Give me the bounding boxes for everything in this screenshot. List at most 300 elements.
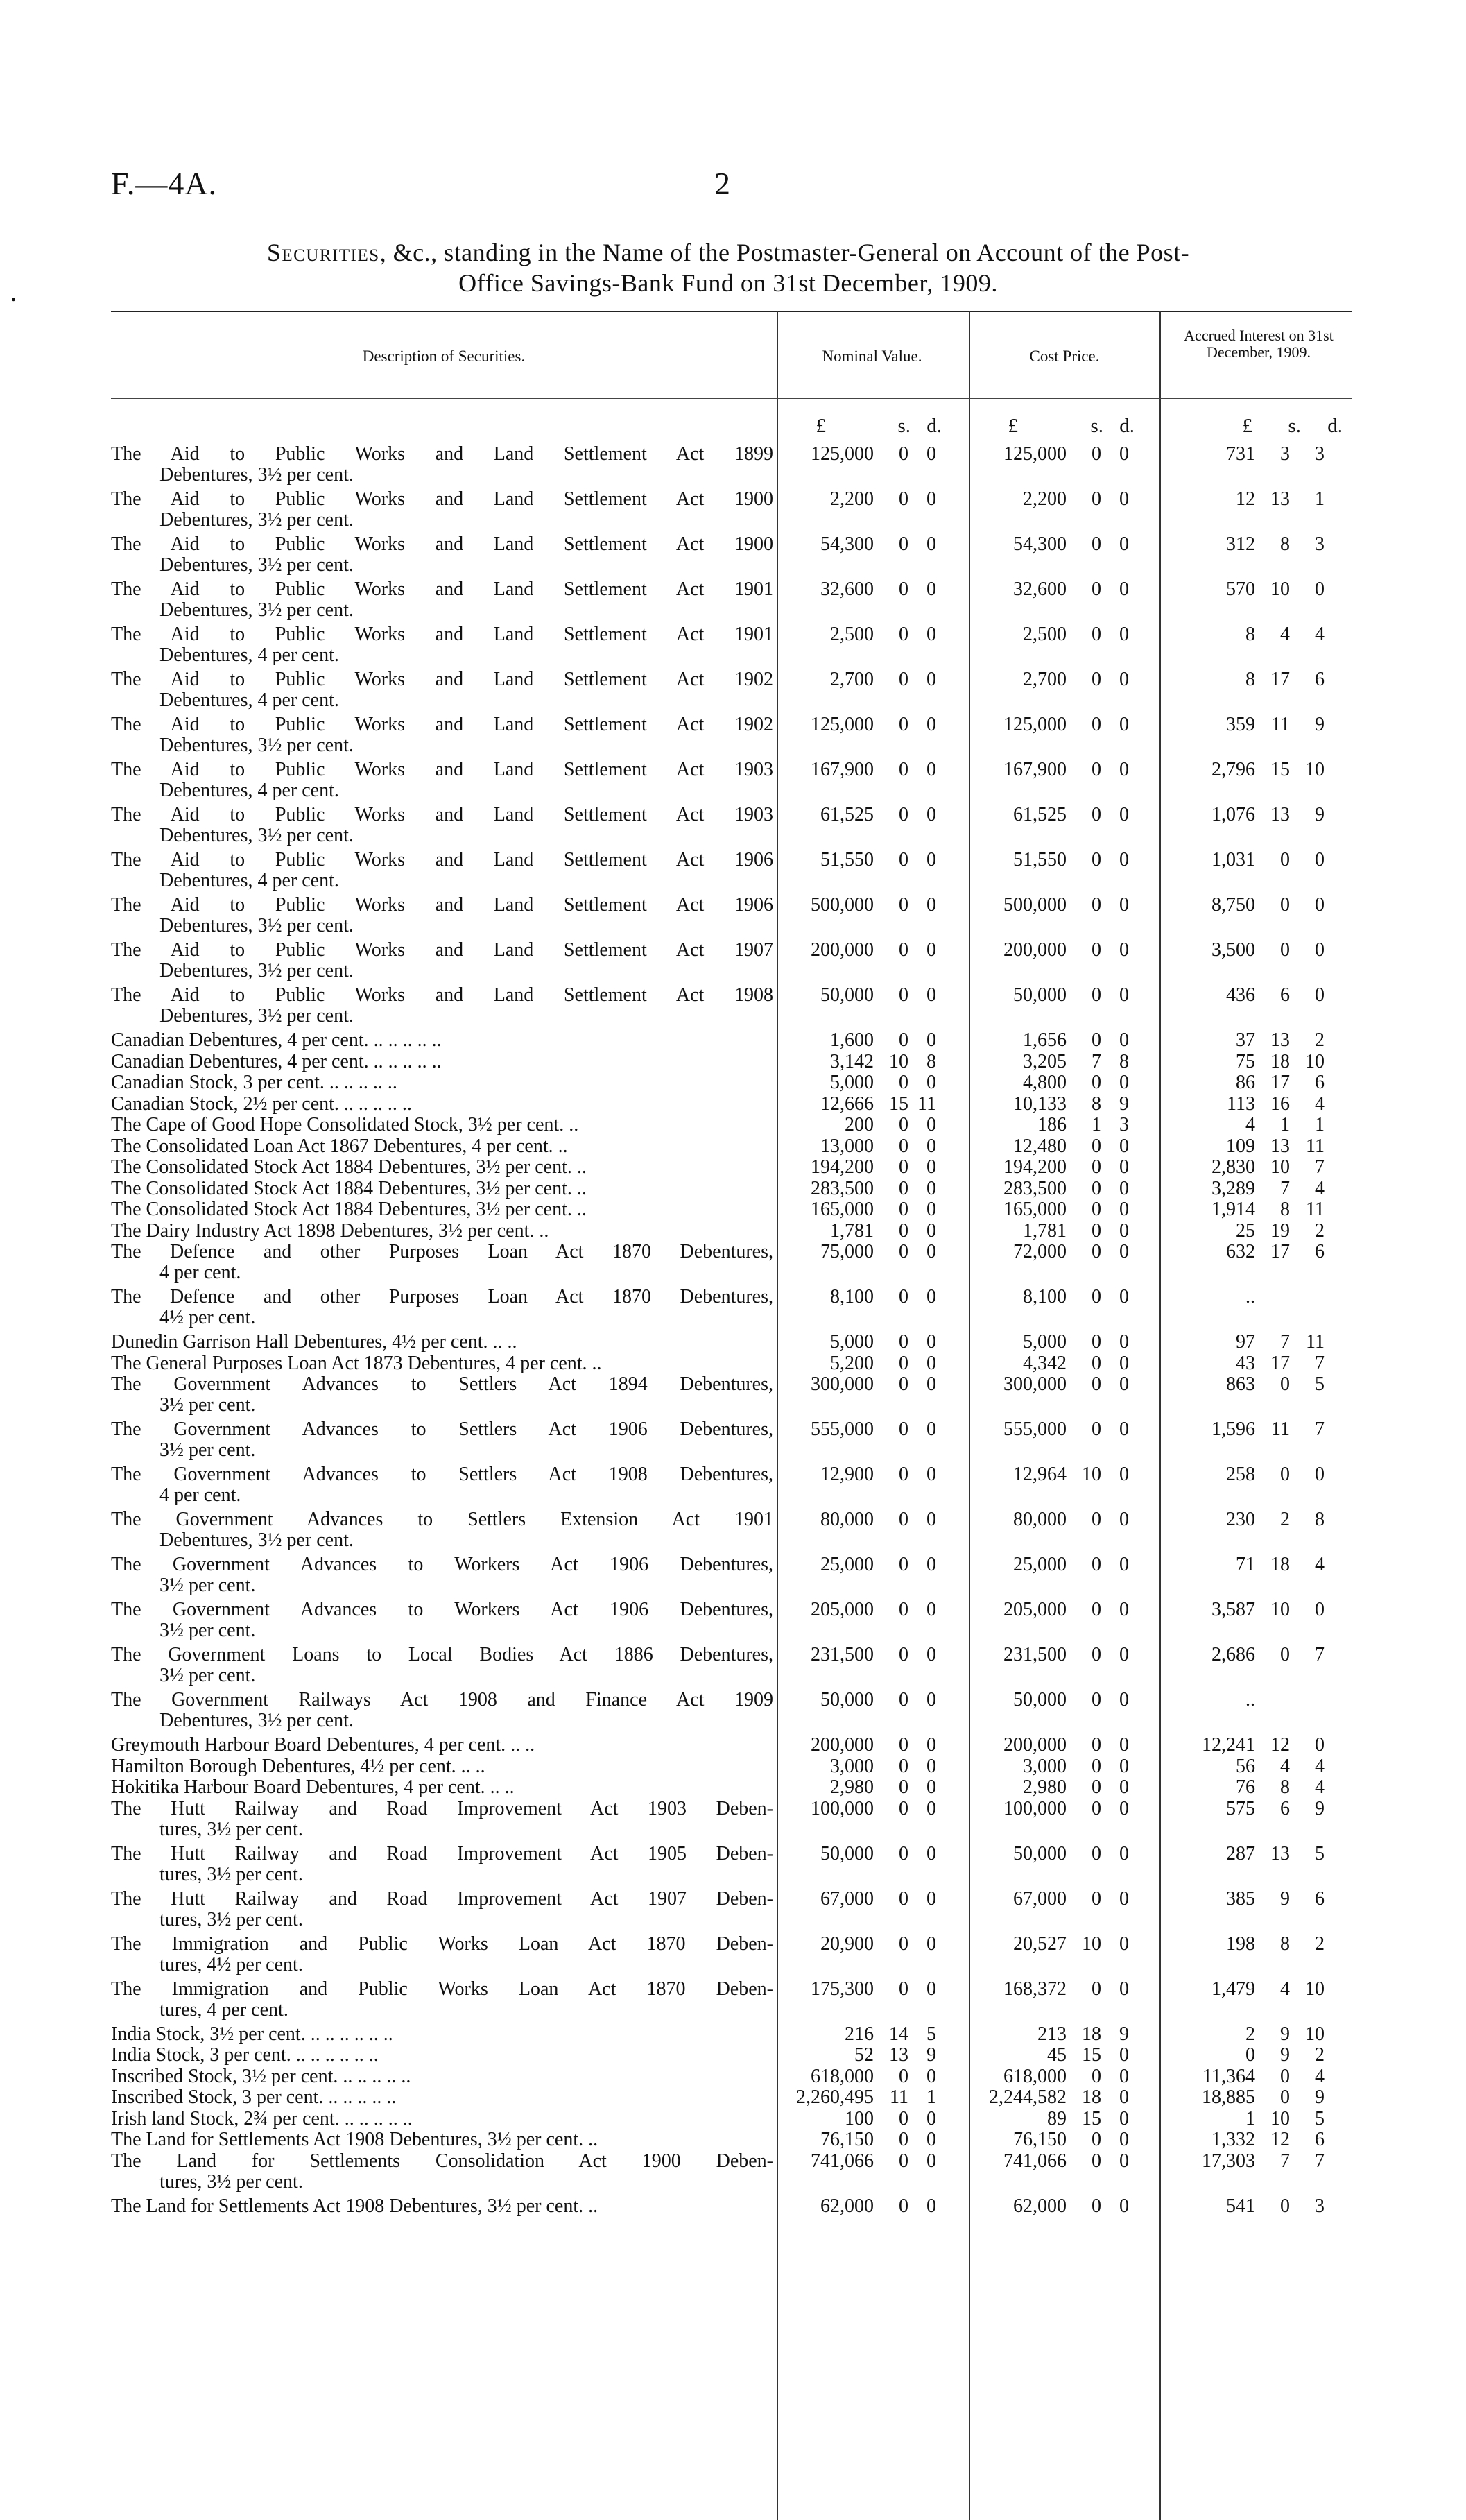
security-description: [111, 1600, 773, 1641]
ai-pounds: 632: [1226, 1241, 1255, 1262]
nv-pence: 0: [926, 1509, 936, 1530]
cp-shillings: 7: [1092, 1050, 1101, 1072]
cp-pence: 0: [1119, 1352, 1129, 1374]
ai-pounds: 113: [1227, 1092, 1255, 1115]
description-continuation: Debentures, 4 per cent.: [159, 870, 339, 891]
ai-pounds: 11,364: [1202, 2065, 1255, 2087]
description-continuation: Debentures, 3½ per cent.: [159, 599, 354, 621]
header-separator: [111, 398, 1352, 399]
ai-pounds: 12,241: [1202, 1734, 1255, 1756]
unit-label: d.: [1327, 415, 1343, 437]
cp-pounds: 3,205: [1023, 1050, 1067, 1072]
ai-shillings: 1: [1280, 1114, 1290, 1135]
cp-shillings: 0: [1092, 1352, 1101, 1374]
table-row: [111, 2129, 1352, 2151]
cp-pounds: 213: [1037, 2023, 1067, 2045]
cp-shillings: 0: [1092, 1156, 1101, 1178]
cp-pence: 0: [1119, 849, 1129, 871]
security-description: [111, 2196, 773, 2217]
nv-shillings: 0: [899, 1776, 908, 1798]
nv-shillings: 0: [899, 714, 908, 735]
nv-pounds: 231,500: [811, 1644, 874, 1665]
description-continuation: Debentures, 3½ per cent.: [159, 1710, 354, 1731]
ai-pence: 9: [1315, 714, 1325, 735]
ai-pence: 4: [1315, 1177, 1325, 1199]
ai-shillings: 0: [1280, 2195, 1290, 2217]
nv-pence: 0: [926, 1114, 936, 1135]
cp-shillings: 0: [1092, 1219, 1101, 1242]
ai-pounds: 0: [1245, 2044, 1255, 2066]
table-row: [111, 1889, 1352, 1934]
cp-pounds: 50,000: [1013, 984, 1067, 1006]
nv-shillings: 0: [899, 2065, 908, 2087]
cp-pence: 0: [1119, 894, 1129, 916]
nv-pounds: 125,000: [811, 714, 874, 735]
title-line-1: [111, 237, 1345, 268]
ai-pence: 2: [1315, 1219, 1325, 1242]
description-continuation: tures, 3½ per cent.: [159, 1818, 303, 1840]
units-row: [111, 415, 1352, 436]
ai-pence: 4: [1315, 1554, 1325, 1575]
nv-shillings: 0: [899, 804, 908, 825]
table-row: [111, 1554, 1352, 1600]
nv-shillings: 0: [899, 2150, 908, 2172]
ai-pence: 1: [1315, 1114, 1325, 1135]
ai-pounds: 1,479: [1211, 1978, 1255, 2000]
cp-pounds: 80,000: [1013, 1509, 1067, 1530]
table-row: [111, 1052, 1352, 1073]
description-line: The Consolidated Stock Act 1884 Debentures, 3½ per cent. ..: [111, 1199, 587, 1220]
nv-pence: 0: [926, 1554, 936, 1575]
description-line: The Aid to Public Works and Land Settlement Act 1899: [111, 443, 773, 465]
ai-shillings: 13: [1270, 488, 1290, 510]
table-row: [111, 895, 1352, 940]
security-description: [111, 1554, 773, 1596]
nv-pounds: 500,000: [811, 894, 874, 916]
table-row: [111, 1600, 1352, 1645]
ai-pounds: 1,076: [1211, 804, 1255, 825]
ai-pounds: 2,686: [1211, 1644, 1255, 1665]
ai-shillings: 3: [1280, 443, 1290, 465]
table-row: [111, 1242, 1352, 1287]
ai-pounds: 2,830: [1211, 1156, 1255, 1178]
cp-pounds: 51,550: [1013, 849, 1067, 871]
nv-pence: 0: [926, 939, 936, 961]
title-line-2: Office Savings-Bank Fund on 31st December, 1909.: [458, 269, 998, 297]
security-description: [111, 1072, 773, 1093]
cp-pounds: 10,133: [1013, 1092, 1067, 1115]
ai-shillings: 4: [1280, 624, 1290, 645]
nv-pounds: 741,066: [811, 2150, 874, 2172]
ai-pence: 0: [1315, 849, 1325, 871]
nv-pounds: 555,000: [811, 1418, 874, 1440]
ai-shillings: 11: [1271, 1418, 1290, 1440]
nv-pounds: 200,000: [811, 1734, 874, 1756]
ai-pounds: 97: [1236, 1331, 1255, 1353]
ai-pounds: ..: [1245, 1689, 1255, 1711]
nv-pence: 0: [926, 624, 936, 645]
description-line: Canadian Debentures, 4 per cent. .. .. .. .. ..: [111, 1051, 442, 1072]
cp-pounds: 168,372: [1003, 1978, 1067, 2000]
ai-pence: 0: [1315, 1734, 1325, 1756]
ai-pence: 0: [1315, 1464, 1325, 1485]
cp-shillings: 8: [1092, 1092, 1101, 1115]
nv-shillings: 0: [899, 533, 908, 555]
ai-pounds: 8: [1245, 669, 1255, 690]
cp-shillings: 0: [1092, 1776, 1101, 1798]
ai-pounds: 2,796: [1211, 759, 1255, 780]
cp-shillings: 0: [1092, 1418, 1101, 1440]
description-continuation: Debentures, 3½ per cent.: [159, 825, 354, 846]
nv-shillings: 0: [899, 669, 908, 690]
nv-shillings: 0: [899, 2129, 908, 2150]
cp-pounds: 1,656: [1023, 1029, 1067, 1051]
cp-pence: 0: [1119, 2195, 1129, 2217]
security-description: [111, 1889, 773, 1930]
table-row: [111, 1374, 1352, 1419]
ai-pounds: 3,500: [1211, 939, 1255, 961]
nv-pence: 0: [926, 714, 936, 735]
security-description: [111, 1353, 773, 1374]
table-row: [111, 1115, 1352, 1136]
nv-shillings: 0: [899, 578, 908, 600]
description-line: Canadian Debentures, 4 per cent. .. .. .. .. ..: [111, 1030, 442, 1051]
security-description: [111, 534, 773, 576]
ai-pence: 0: [1315, 578, 1325, 600]
cp-shillings: 15: [1082, 2044, 1101, 2066]
description-continuation: tures, 3½ per cent.: [159, 2170, 303, 2193]
table-row: [111, 1030, 1352, 1052]
nv-shillings: 0: [899, 2107, 908, 2129]
table-row: [111, 1353, 1352, 1375]
ai-pence: 7: [1315, 2150, 1325, 2172]
cp-shillings: 0: [1092, 984, 1101, 1006]
nv-shillings: 0: [899, 849, 908, 871]
cp-pence: 0: [1119, 669, 1129, 690]
nv-pence: 0: [926, 804, 936, 825]
table-row: [111, 1136, 1352, 1158]
nv-pence: 0: [926, 1599, 936, 1620]
ai-pence: 3: [1315, 443, 1325, 465]
description-continuation: tures, 3½ per cent.: [159, 1908, 303, 1930]
ai-pounds: 109: [1226, 1135, 1255, 1157]
nv-pence: 0: [926, 1644, 936, 1665]
nv-pounds: 25,000: [820, 1554, 874, 1575]
description-continuation: Debentures, 3½ per cent.: [159, 509, 354, 531]
table-row: [111, 1221, 1352, 1242]
cp-pounds: 5,000: [1023, 1331, 1067, 1353]
ai-pounds: 731: [1226, 443, 1255, 465]
cp-pounds: 4,342: [1023, 1352, 1067, 1374]
ai-pounds: 359: [1226, 714, 1255, 735]
header-nominal-value: Nominal Value.: [822, 348, 922, 365]
cp-pounds: 300,000: [1003, 1373, 1067, 1395]
nv-pounds: 12,666: [820, 1092, 874, 1115]
ai-pence: 2: [1315, 1029, 1325, 1051]
nv-pence: 0: [926, 2150, 936, 2172]
cp-pounds: 61,525: [1013, 804, 1067, 825]
ai-pounds: 12: [1236, 488, 1255, 510]
nv-shillings: 0: [899, 1932, 908, 1955]
table-row: [111, 669, 1352, 714]
cp-shillings: 0: [1092, 2065, 1101, 2087]
ai-pence: 4: [1315, 624, 1325, 645]
ai-pence: 6: [1315, 2129, 1325, 2150]
ai-pounds: 17,303: [1202, 2150, 1255, 2172]
nv-shillings: 0: [899, 1219, 908, 1242]
security-description: [111, 624, 773, 666]
ai-pence: 0: [1315, 939, 1325, 961]
cp-shillings: 0: [1092, 1842, 1101, 1865]
cp-shillings: 10: [1082, 1464, 1101, 1485]
ai-pence: 10: [1305, 2023, 1325, 2045]
cp-pence: 0: [1119, 443, 1129, 465]
description-line: The Aid to Public Works and Land Settlement Act 1908: [111, 984, 773, 1006]
description-line: The Consolidated Loan Act 1867 Debentures, 4 per cent. ..: [111, 1135, 568, 1157]
unit-label: s.: [1090, 415, 1103, 437]
description-continuation: Debentures, 4 per cent.: [159, 689, 339, 711]
cp-pence: 0: [1119, 1509, 1129, 1530]
nv-pence: 5: [926, 2023, 936, 2045]
nv-shillings: 0: [899, 1286, 908, 1308]
cp-pence: 0: [1119, 1177, 1129, 1199]
ai-pounds: 8: [1245, 624, 1255, 645]
ai-pence: 1: [1315, 488, 1325, 510]
table-header-row: [111, 312, 1352, 398]
nv-shillings: 0: [899, 1464, 908, 1485]
nv-shillings: 0: [899, 1418, 908, 1440]
description-continuation: Debentures, 3½ per cent.: [159, 1529, 354, 1551]
cp-shillings: 0: [1092, 578, 1101, 600]
table-row: [111, 1735, 1352, 1756]
ai-pence: 11: [1306, 1135, 1325, 1157]
ai-pounds: 56: [1236, 1755, 1255, 1777]
nv-pounds: 125,000: [811, 443, 874, 465]
description-continuation: Debentures, 3½ per cent.: [159, 915, 354, 936]
cp-pence: 0: [1119, 2150, 1129, 2172]
ai-shillings: 0: [1280, 2086, 1290, 2108]
cp-pounds: 231,500: [1003, 1644, 1067, 1665]
description-line: The Aid to Public Works and Land Settlement Act 1906: [111, 849, 773, 871]
ai-pence: 4: [1315, 1755, 1325, 1777]
description-line: The Dairy Industry Act 1898 Debentures, 3½ per cent. ..: [111, 1220, 549, 1242]
nv-shillings: 0: [899, 1199, 908, 1220]
cp-pence: 0: [1119, 2086, 1129, 2108]
header-description: Description of Securities.: [362, 348, 526, 365]
cp-pence: 0: [1119, 1887, 1129, 1910]
nv-shillings: 11: [890, 2086, 908, 2108]
nv-pence: 0: [926, 1689, 936, 1711]
ai-pounds: 43: [1236, 1352, 1255, 1374]
table-body: [111, 444, 1352, 2217]
ai-shillings: 17: [1270, 1072, 1290, 1093]
cp-pounds: 12,480: [1013, 1135, 1067, 1157]
nv-pence: 0: [926, 1932, 936, 1955]
page-title: [111, 237, 1345, 298]
description-line: The Land for Settlements Act 1908 Debentures, 3½ per cent. ..: [111, 2129, 598, 2150]
cp-pence: 0: [1119, 1932, 1129, 1955]
security-description: [111, 985, 773, 1027]
nv-pounds: 75,000: [820, 1241, 874, 1262]
cp-pence: 3: [1119, 1114, 1129, 1135]
nv-shillings: 0: [899, 1644, 908, 1665]
description-continuation: 3½ per cent.: [159, 1439, 256, 1461]
cp-pounds: 54,300: [1013, 533, 1067, 555]
cp-pence: 0: [1119, 1797, 1129, 1819]
nv-shillings: 0: [899, 1734, 908, 1756]
cp-pounds: 12,964: [1013, 1464, 1067, 1485]
cp-pounds: 8,100: [1023, 1286, 1067, 1308]
nv-pence: 0: [926, 2195, 936, 2217]
description-continuation: Debentures, 3½ per cent.: [159, 1005, 354, 1027]
ai-shillings: 6: [1280, 1797, 1290, 1819]
nv-pence: 0: [926, 1177, 936, 1199]
cp-shillings: 0: [1092, 1734, 1101, 1756]
ai-pounds: 230: [1226, 1509, 1255, 1530]
nv-pence: 0: [926, 759, 936, 780]
nv-pounds: 50,000: [820, 1689, 874, 1711]
nv-shillings: 0: [899, 1331, 908, 1353]
description-line: The Government Railways Act 1908 and Finance Act 1909: [111, 1689, 773, 1711]
ai-shillings: 18: [1270, 1050, 1290, 1072]
nv-pounds: 52: [854, 2044, 874, 2066]
ai-shillings: 0: [1280, 894, 1290, 916]
cp-shillings: 0: [1092, 849, 1101, 871]
ai-pence: 6: [1315, 1241, 1325, 1262]
security-description: [111, 489, 773, 531]
nv-pounds: 283,500: [811, 1177, 874, 1199]
cp-pence: 0: [1119, 1373, 1129, 1395]
description-line: The Consolidated Stock Act 1884 Debentures, 3½ per cent. ..: [111, 1178, 587, 1199]
cp-pence: 0: [1119, 533, 1129, 555]
nv-pounds: 2,500: [830, 624, 874, 645]
ai-shillings: 0: [1280, 1644, 1290, 1665]
nv-pounds: 5,200: [830, 1352, 874, 1374]
ai-pence: 6: [1315, 1887, 1325, 1910]
cp-pence: 0: [1119, 624, 1129, 645]
ai-pence: 0: [1315, 1599, 1325, 1620]
nv-shillings: 0: [899, 1072, 908, 1093]
cp-shillings: 0: [1092, 1689, 1101, 1711]
title-lead: Securities: [266, 239, 380, 266]
security-description: [111, 1844, 773, 1885]
cp-shillings: 0: [1092, 1373, 1101, 1395]
ai-pounds: 2: [1245, 2023, 1255, 2045]
cp-shillings: 0: [1092, 533, 1101, 555]
ai-shillings: 0: [1280, 1464, 1290, 1485]
description-line: The Aid to Public Works and Land Settlement Act 1906: [111, 894, 773, 916]
cp-pounds: 500,000: [1003, 894, 1067, 916]
unit-label: s.: [897, 415, 911, 437]
ai-shillings: 16: [1270, 1092, 1290, 1115]
nv-shillings: 0: [899, 2195, 908, 2217]
ai-shillings: 11: [1271, 714, 1290, 735]
table-row: [111, 2066, 1352, 2088]
cp-pounds: 100,000: [1003, 1797, 1067, 1819]
ai-shillings: 0: [1280, 2065, 1290, 2087]
security-description: [111, 2066, 773, 2087]
nv-pounds: 5,000: [830, 1331, 874, 1353]
nv-pounds: 200,000: [811, 939, 874, 961]
nv-pounds: 165,000: [811, 1199, 874, 1220]
nv-shillings: 0: [899, 1554, 908, 1575]
security-description: [111, 2024, 773, 2045]
nv-pounds: 2,980: [830, 1776, 874, 1798]
cp-pence: 0: [1119, 1331, 1129, 1353]
table-row: [111, 1072, 1352, 1094]
ai-pence: 7: [1315, 1352, 1325, 1374]
ai-pounds: 385: [1226, 1887, 1255, 1910]
security-description: [111, 1777, 773, 1798]
table-row: [111, 760, 1352, 805]
title-line-1-text: , &c., standing in the Name of the Postmaster-General on Account of the Post-: [379, 239, 1190, 266]
description-line: The Government Advances to Settlers Act 1906 Debentures,: [111, 1418, 773, 1440]
ai-pence: 7: [1315, 1644, 1325, 1665]
nv-pence: 0: [926, 1029, 936, 1051]
nv-pounds: 61,525: [820, 804, 874, 825]
description-line: The Hutt Railway and Road Improvement Act 1903 Deben-: [111, 1797, 773, 1819]
nv-pence: 0: [926, 2107, 936, 2129]
security-description: [111, 1464, 773, 1506]
ai-pounds: 25: [1236, 1219, 1255, 1242]
cp-pence: 0: [1119, 2129, 1129, 2150]
ai-shillings: 13: [1270, 804, 1290, 825]
description-line: The Aid to Public Works and Land Settlement Act 1907: [111, 939, 773, 961]
cp-shillings: 0: [1092, 1286, 1101, 1308]
cp-pence: 0: [1119, 714, 1129, 735]
cp-pounds: 67,000: [1013, 1887, 1067, 1910]
cp-pence: 0: [1119, 1241, 1129, 1262]
ai-shillings: 17: [1270, 1352, 1290, 1374]
cp-pence: 0: [1119, 1029, 1129, 1051]
nv-pounds: 216: [845, 2023, 874, 2045]
ai-shillings: 13: [1270, 1842, 1290, 1865]
cp-pence: 0: [1119, 1418, 1129, 1440]
ai-pence: 10: [1305, 759, 1325, 780]
description-line: India Stock, 3 per cent. .. .. .. .. .. ..: [111, 2045, 379, 2066]
description-line: The Cape of Good Hope Consolidated Stock, 3½ per cent. ..: [111, 1115, 579, 1135]
ai-pounds: 86: [1236, 1072, 1255, 1093]
cp-shillings: 0: [1092, 894, 1101, 916]
ai-shillings: 7: [1280, 2150, 1290, 2172]
ai-pence: 10: [1305, 1978, 1325, 2000]
ai-shillings: 10: [1270, 1156, 1290, 1178]
description-line: Greymouth Harbour Board Debentures, 4 per cent. .. ..: [111, 1735, 535, 1756]
cp-pounds: 194,200: [1003, 1156, 1067, 1178]
nv-pence: 0: [926, 1241, 936, 1262]
unit-label: d.: [926, 415, 942, 437]
nv-pence: 9: [926, 2044, 936, 2066]
nv-shillings: 0: [899, 1842, 908, 1865]
ai-pounds: 1,031: [1211, 849, 1255, 871]
ai-shillings: 12: [1270, 1734, 1290, 1756]
cp-shillings: 0: [1092, 443, 1101, 465]
security-description: [111, 1199, 773, 1220]
nv-pence: 0: [926, 443, 936, 465]
security-description: [111, 2151, 773, 2193]
nv-pence: 1: [926, 2086, 936, 2108]
ai-pence: 4: [1315, 2065, 1325, 2087]
description-line: The Aid to Public Works and Land Settlement Act 1900: [111, 533, 773, 555]
ai-pence: 6: [1315, 669, 1325, 690]
cp-shillings: 0: [1092, 1978, 1101, 2000]
description-line: Canadian Stock, 3 per cent. .. .. .. .. ..: [111, 1072, 397, 1093]
table-row: [111, 2151, 1352, 2196]
cp-pounds: 3,000: [1023, 1755, 1067, 1777]
nv-pounds: 175,300: [811, 1978, 874, 2000]
ai-pounds: 541: [1226, 2195, 1255, 2217]
ai-pounds: 863: [1226, 1373, 1255, 1395]
